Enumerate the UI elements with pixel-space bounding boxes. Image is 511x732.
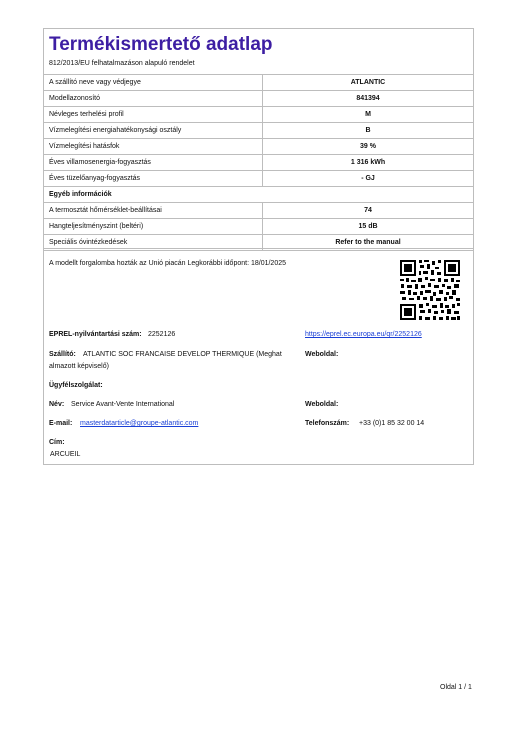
row-value: 39 % [360,143,376,150]
section-label: Egyéb információk [49,191,112,198]
row-value: 1 316 kWh [350,159,386,166]
table-row [44,123,473,139]
page-title: Termékismertető adatlap [49,34,273,55]
eprel-info-box [43,248,474,465]
row-value: 841394 [356,95,380,102]
table-row [44,171,473,187]
table-row [44,219,473,235]
row-value: - GJ [361,175,375,182]
name-value: Service Avant-Vente International [71,401,175,408]
eprel-link[interactable]: https://eprel.ec.europa.eu/qr/2252126 [305,331,422,338]
row-label: A szállító neve vagy védjegye [44,75,263,90]
row-label: Éves villamosenergia-fogyasztás [44,155,263,170]
supplier-website-label: Weboldal: [305,351,339,358]
row-value: 15 dB [358,223,378,230]
row-value: M [365,111,371,118]
row-label: Modellazonosító [44,91,263,106]
market-date-text: A modellt forgalomba hozták az Unió piacán Legkorábbi időpont: 18/01/2025 [49,260,286,267]
section-header-row [44,187,473,203]
table-row [44,203,473,219]
qr-code[interactable] [399,259,461,321]
eprel-label: EPREL-nyilvántartási szám: [49,331,142,338]
row-value: B [365,127,371,134]
supplier-name: ATLANTIC SOC FRANCAISE DEVELOP THERMIQUE (Meghat [83,351,282,358]
table-row [44,91,473,107]
row-label: Vízmelegítési hatásfok [44,139,263,154]
table-row [44,139,473,155]
email-link[interactable]: masterdatarticle@groupe-atlantic.com [80,420,199,427]
row-label: A termosztát hőmérséklet-beállításai [44,203,263,218]
address-label: Cím: [49,439,65,446]
address-value: ARCUEIL [50,451,81,458]
supplier-label: Szállító: [49,351,76,358]
supplier-name-cont: almazott képviselő) [49,363,109,370]
eprel-number: 2252126 [148,331,176,338]
phone-value: +33 (0)1 85 32 00 14 [359,420,425,427]
phone-label: Telefonszám: [305,420,350,427]
regulation-subtitle: 812/2013/EU felhatalmazáson alapuló rendelet [44,58,473,75]
row-label: Éves tüzelőanyag-fogyasztás [44,171,263,186]
row-label: Névleges terhelési profil [44,107,263,122]
row-value: 74 [364,207,372,214]
email-label: E-mail: [49,420,73,427]
page-number: Oldal 1 / 1 [440,684,472,691]
row-value: ATLANTIC [350,79,386,86]
row-label: Vízmelegítési energiahatékonysági osztály [44,123,263,138]
table-row [44,75,473,91]
row-value: Refer to the manual [335,239,401,246]
table-row [44,155,473,171]
name-label: Név: [49,401,65,408]
row-label: Hangteljesítményszint (beltéri) [44,219,263,234]
table-row [44,107,473,123]
product-fiche-table [43,28,474,251]
service-website-label: Weboldal: [305,401,339,408]
row-label: Speciális óvintézkedések [44,235,263,250]
customer-service-label: Ügyfélszolgálat: [49,382,103,389]
